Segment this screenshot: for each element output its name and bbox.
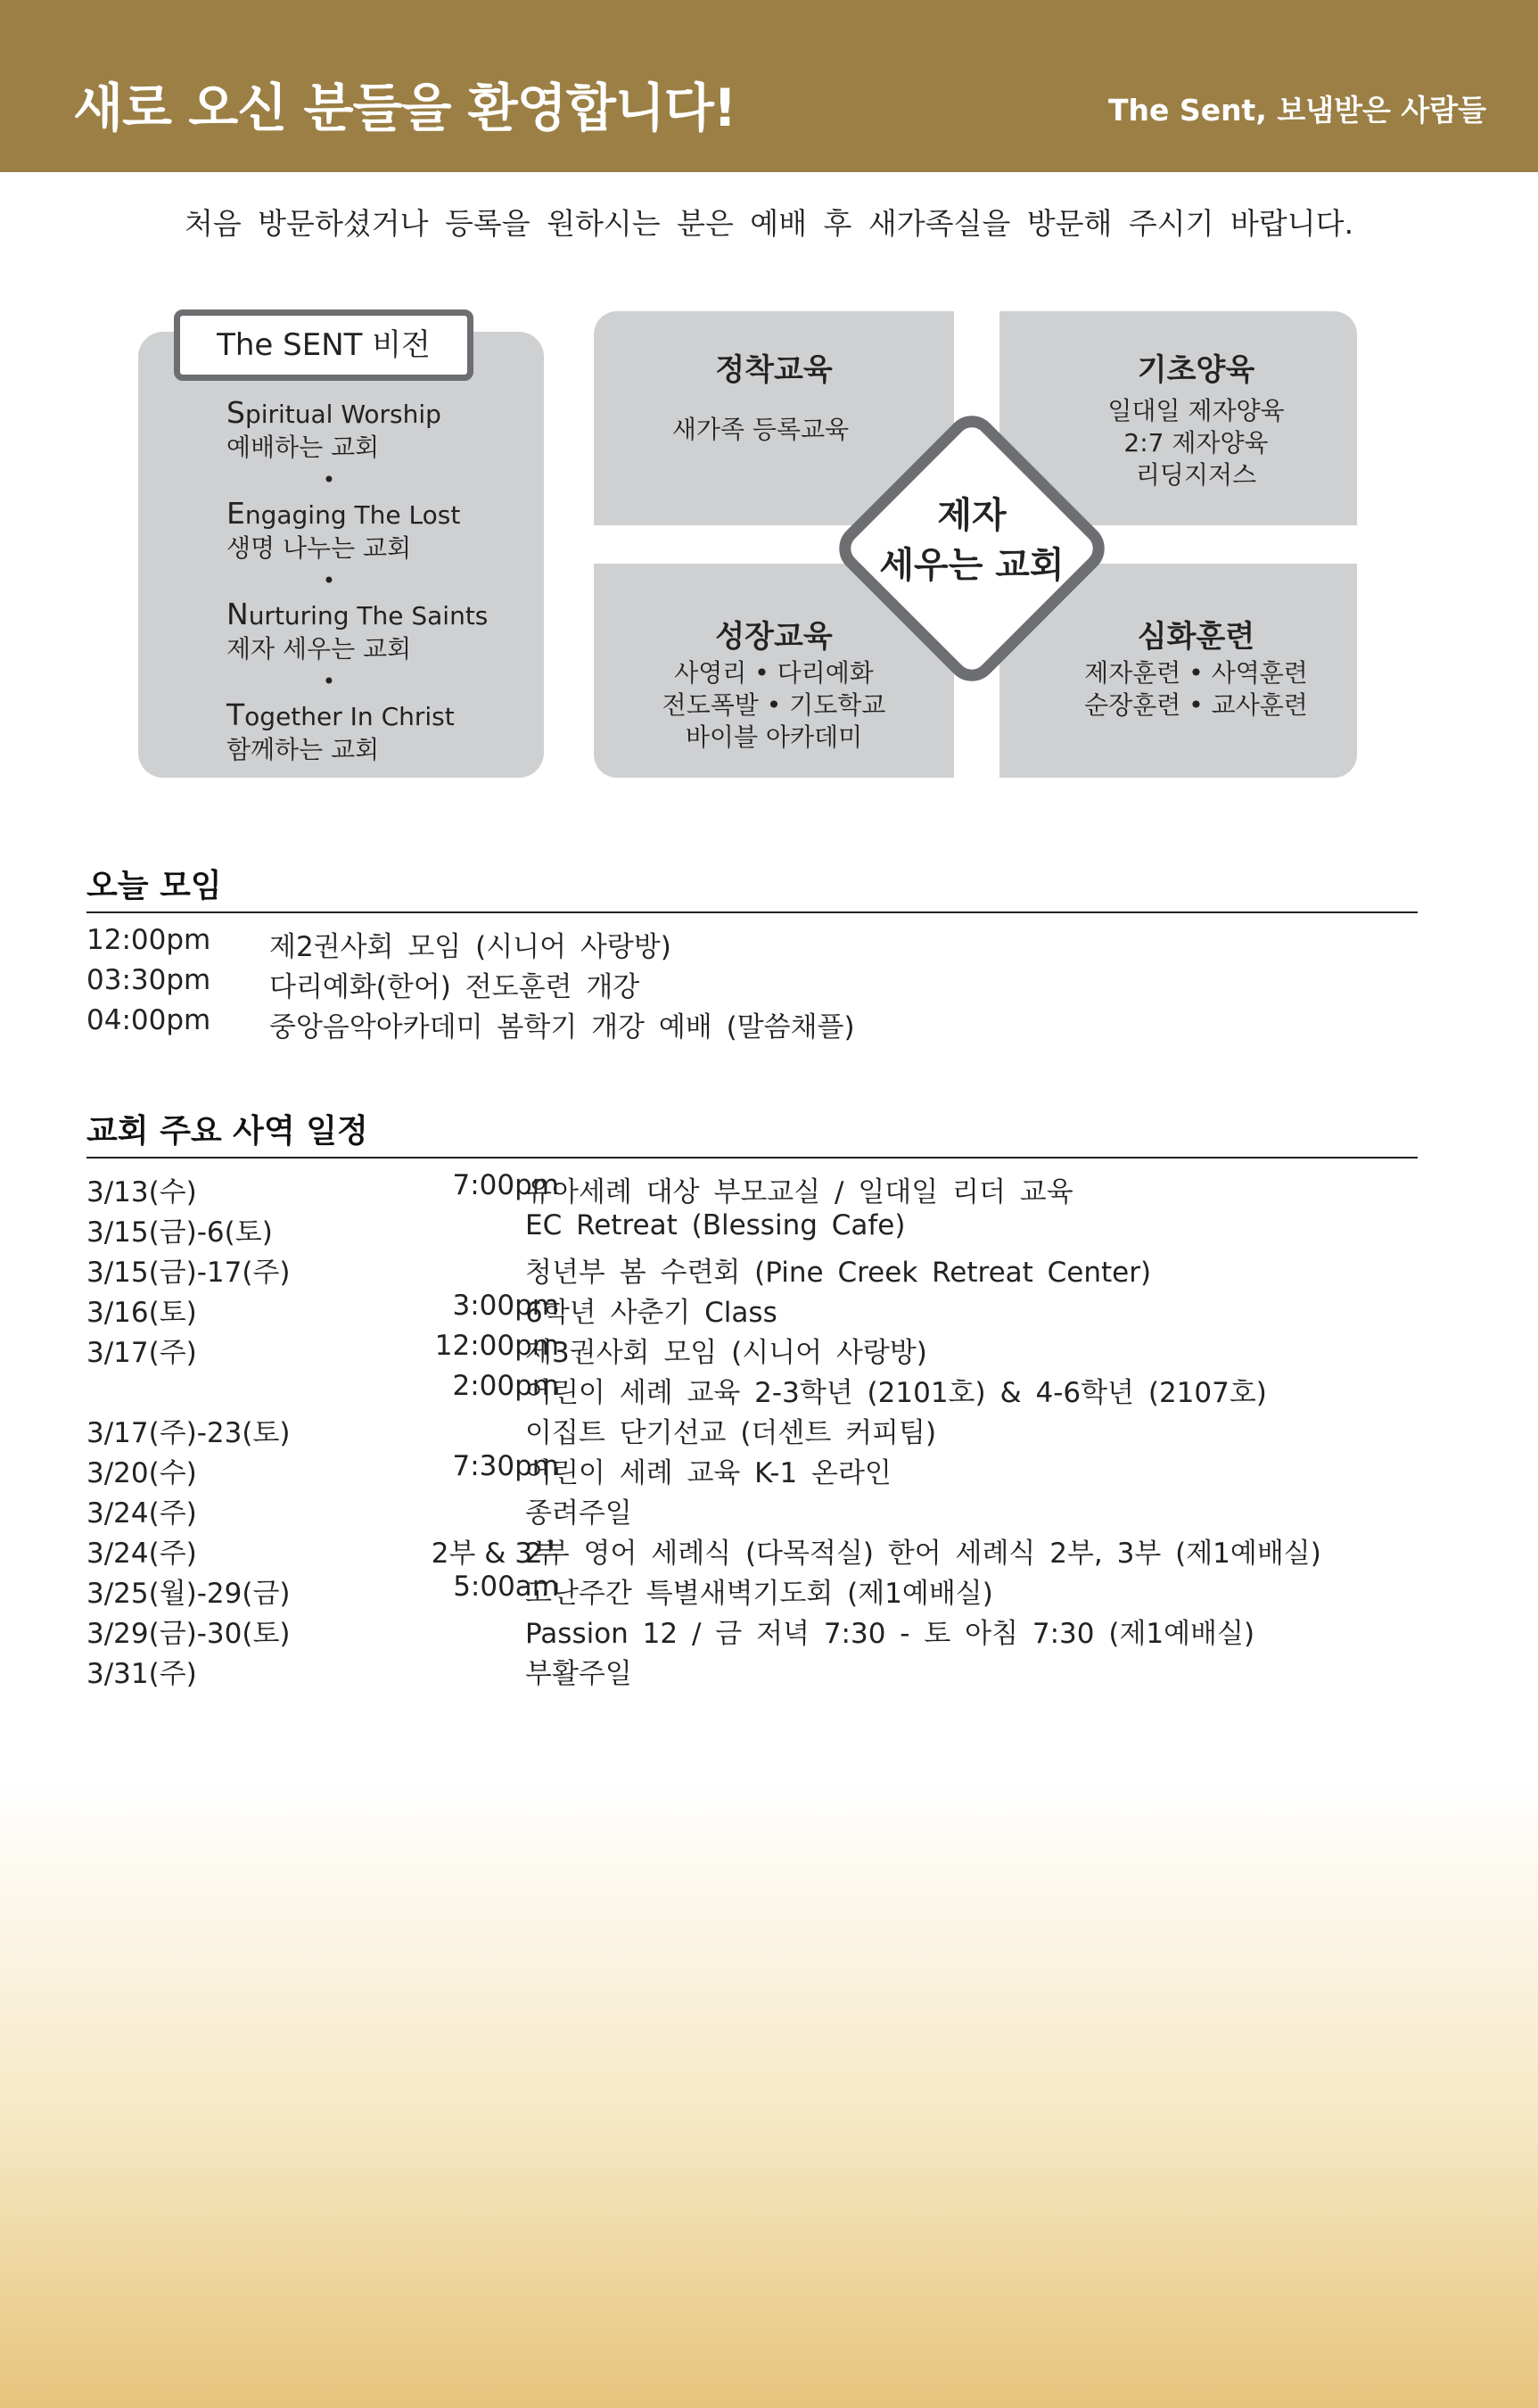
schedule-time: 2:00pm bbox=[452, 1370, 559, 1402]
vision-item-ko: 제자 세우는 교회 bbox=[226, 634, 412, 664]
vision-item-en: Engaging The Lost bbox=[226, 496, 461, 531]
schedule-desc: EC Retreat (Blessing Cafe) bbox=[525, 1209, 906, 1241]
schedule-date: 3/13(수) bbox=[86, 1176, 197, 1208]
vision-list bbox=[226, 396, 530, 766]
schedule-date: 3/20(수) bbox=[86, 1457, 197, 1489]
page-title: 새로 오신 분들을 환영합니다! bbox=[73, 78, 736, 138]
schedule-date: 3/15(금)-6(토) bbox=[86, 1216, 273, 1249]
intro-text: 처음 방문하셨거나 등록을 원하시는 분은 예배 후 새가족실을 방문해 주시기 바랍니다. bbox=[184, 206, 1354, 241]
schedule-time: 12:00pm bbox=[434, 1330, 559, 1362]
schedule-time: 7:30pm bbox=[452, 1450, 559, 1482]
schedule-date: 3/16(토) bbox=[86, 1297, 197, 1329]
schedule-section-title: 교회 주요 사역 일정 bbox=[86, 1113, 368, 1150]
schedule-row bbox=[86, 1530, 1321, 1570]
schedule-time: 2부 & 3부 bbox=[431, 1538, 559, 1570]
schedule-date: 3/24(주) bbox=[86, 1497, 197, 1530]
schedule-desc: 제3권사회 모임 (시니어 사랑방) bbox=[525, 1337, 927, 1369]
quadrant-title: 성장교육 bbox=[715, 619, 833, 655]
center-label bbox=[825, 491, 1119, 590]
vision-separator: • bbox=[322, 568, 336, 593]
quadrant-line: 리딩지저스 bbox=[1135, 460, 1257, 490]
schedule-row bbox=[86, 1290, 777, 1329]
vision-item-en: Spiritual Worship bbox=[226, 395, 441, 430]
center-label-line: 제자 bbox=[937, 495, 1007, 536]
schedule-date: 3/24(주) bbox=[86, 1538, 197, 1570]
schedule-row bbox=[86, 1571, 993, 1610]
center-label-line: 세우는 교회 bbox=[879, 545, 1065, 586]
schedule-time: 5:00am bbox=[453, 1571, 559, 1603]
header-banner bbox=[0, 0, 1538, 172]
schedule-row bbox=[86, 1330, 927, 1369]
schedule-desc: 6학년 사춘기 Class bbox=[525, 1297, 777, 1329]
vision-separator: • bbox=[322, 669, 336, 694]
schedule-row bbox=[86, 1490, 632, 1530]
schedule-desc: 종려주일 bbox=[525, 1497, 632, 1530]
schedule-desc: 이집트 단기선교 (더센트 커피팀) bbox=[525, 1417, 937, 1449]
vision-item-ko: 예배하는 교회 bbox=[226, 433, 380, 462]
schedule-date: 3/17(주)-23(토) bbox=[86, 1417, 291, 1449]
vision-item-ko: 함께하는 교회 bbox=[226, 735, 380, 764]
schedule-desc: 2부 영어 세례식 (다목적실) 한어 세례식 2부, 3부 (제1예배실) bbox=[525, 1538, 1321, 1570]
meeting-time: 04:00pm bbox=[86, 1004, 211, 1036]
schedule-desc: 고난주간 특별새벽기도회 (제1예배실) bbox=[525, 1578, 993, 1610]
schedule-row bbox=[86, 1209, 906, 1249]
schedule-row bbox=[86, 1370, 1267, 1409]
quadrant-title: 기초양육 bbox=[1137, 352, 1255, 388]
quadrant-title: 심화훈련 bbox=[1137, 619, 1255, 655]
schedule-date: 3/29(금)-30(토) bbox=[86, 1618, 291, 1650]
schedule-date: 3/17(주) bbox=[86, 1337, 197, 1369]
meeting-time: 03:30pm bbox=[86, 964, 211, 996]
vision-separator: • bbox=[322, 467, 336, 492]
quadrant-line: 순장훈련 • 교사훈련 bbox=[1084, 690, 1308, 720]
schedule-date: 3/25(월)-29(금) bbox=[86, 1578, 291, 1610]
quadrant-line: 새가족 등록교육 bbox=[671, 415, 850, 444]
quadrant-line: 전도폭발 • 기도학교 bbox=[662, 690, 886, 720]
quadrant-line: 2:7 제자양육 bbox=[1123, 428, 1269, 458]
meeting-time: 12:00pm bbox=[86, 924, 211, 956]
quadrant-line: 일대일 제자양육 bbox=[1107, 396, 1285, 425]
schedule-desc: 청년부 봄 수련회 (Pine Creek Retreat Center) bbox=[525, 1257, 1152, 1289]
meeting-desc: 다리예화(한어) 전도훈련 개강 bbox=[269, 971, 640, 1003]
schedule-row bbox=[86, 1450, 892, 1489]
today-divider bbox=[86, 911, 1418, 913]
schedule-row bbox=[86, 1611, 1255, 1650]
meeting-desc: 제2권사회 모임 (시니어 사랑방) bbox=[269, 931, 671, 963]
quadrant-line: 바이블 아카데미 bbox=[685, 722, 863, 752]
schedule-row bbox=[86, 1651, 632, 1690]
vision-item-en: Together In Christ bbox=[226, 697, 455, 732]
schedule-row bbox=[86, 1169, 1073, 1208]
vision-item-en: Nurturing The Saints bbox=[226, 597, 489, 631]
schedule-time: 3:00pm bbox=[452, 1290, 559, 1322]
schedule-desc: Passion 12 / 금 저녁 7:30 - 토 아침 7:30 (제1예배실) bbox=[525, 1618, 1255, 1650]
quadrant-line: 제자훈련 • 사역훈련 bbox=[1084, 658, 1308, 688]
vision-item-ko: 생명 나누는 교회 bbox=[226, 533, 412, 563]
today-section-title: 오늘 모임 bbox=[86, 868, 222, 904]
quadrant-title: 정착교육 bbox=[715, 352, 833, 388]
vision-title: The SENT 비전 bbox=[174, 309, 473, 381]
schedule-time: 7:00pm bbox=[452, 1169, 559, 1201]
quadrant-line: 사영리 • 다리예화 bbox=[674, 658, 874, 688]
schedule-row bbox=[86, 1410, 937, 1449]
header-subtitle: The Sent, 보냄받은 사람들 bbox=[1108, 93, 1486, 128]
schedule-desc: 어린이 세례 교육 2-3학년 (2101호) & 4-6학년 (2107호) bbox=[525, 1377, 1267, 1409]
schedule-date: 3/15(금)-17(주) bbox=[86, 1257, 291, 1289]
schedule-row bbox=[86, 1249, 1152, 1289]
schedule-divider bbox=[86, 1157, 1418, 1159]
schedule-desc: 부활주일 bbox=[525, 1658, 632, 1690]
schedule-desc: 유아세례 대상 부모교실 / 일대일 리더 교육 bbox=[525, 1176, 1073, 1208]
schedule-date: 3/31(주) bbox=[86, 1658, 197, 1690]
meeting-desc: 중앙음악아카데미 봄학기 개강 예배 (말씀채플) bbox=[269, 1011, 855, 1043]
schedule-desc: 어린이 세례 교육 K-1 온라인 bbox=[525, 1457, 892, 1489]
